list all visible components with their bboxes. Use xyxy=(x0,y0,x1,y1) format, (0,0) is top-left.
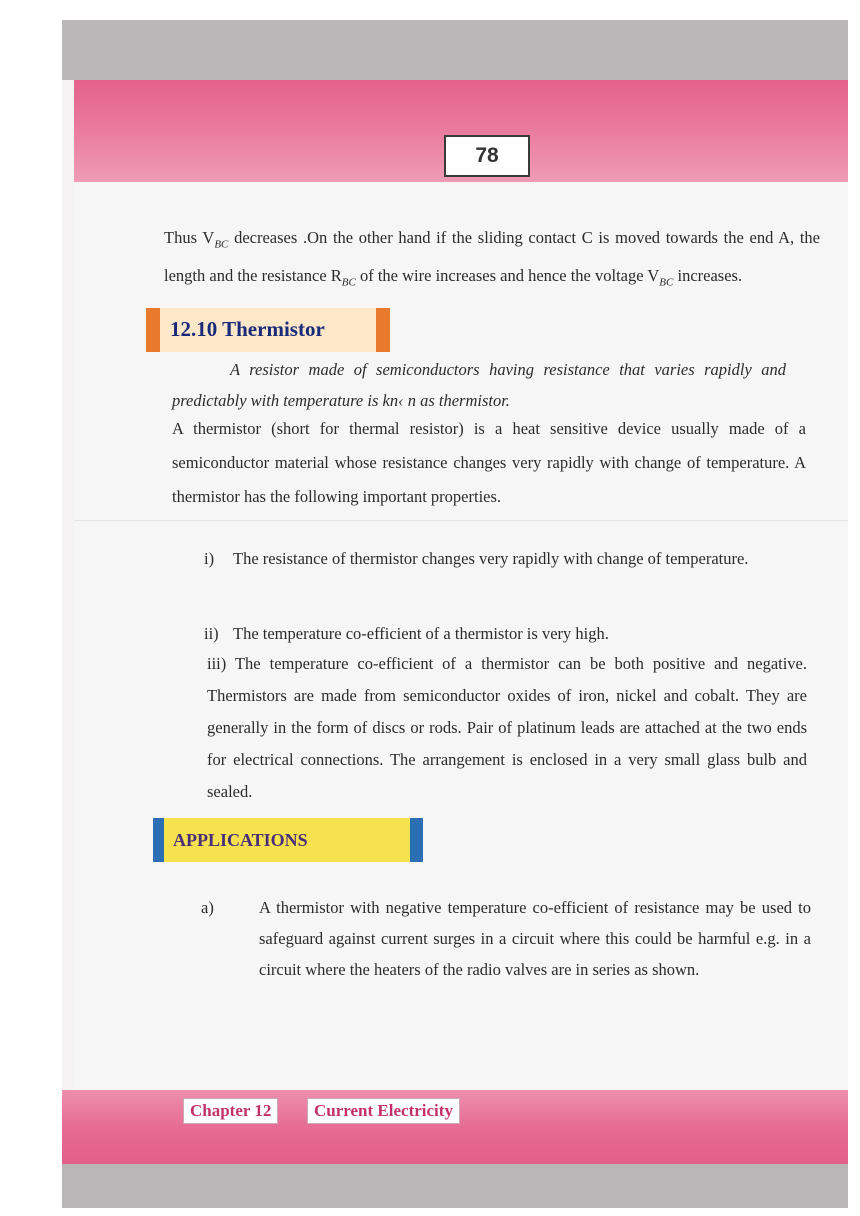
intro-text-2: decreases .On the other hand if the sliding contact C is moved towards the end A, the length and the resistance R xyxy=(164,228,820,286)
intro-text-3: of the wire increases and hence the voltage V xyxy=(355,266,660,286)
property-2-marker: ii) xyxy=(204,624,219,643)
intro-sub-1: BC xyxy=(214,238,229,251)
intro-paragraph xyxy=(164,222,820,299)
intro-text-4: increases. xyxy=(673,266,743,286)
applications-heading-bar xyxy=(153,818,423,862)
heading-accent-right xyxy=(376,308,390,352)
apps-accent-left xyxy=(153,818,164,862)
thermistor-heading-bar xyxy=(146,308,390,352)
footer-chapter-title: Current Electricity xyxy=(307,1098,460,1124)
footer-chapter-label: Chapter 12 xyxy=(183,1098,278,1124)
property-2-text: The temperature co-efficient of a thermistor is very high. xyxy=(233,624,609,643)
property-3-marker: iii) xyxy=(207,654,227,673)
property-1-text: The resistance of thermistor changes very rapidly with change of temperature. xyxy=(233,549,749,568)
property-1-marker: i) xyxy=(204,549,215,568)
section-heading-applications: APPLICATIONS xyxy=(173,830,308,850)
page-number: 78 xyxy=(444,135,530,177)
section-heading-thermistor: 12.10 Thermistor xyxy=(170,317,325,341)
intro-text-1: Thus V xyxy=(164,228,215,247)
apps-accent-right xyxy=(410,818,423,862)
bottom-scan-margin xyxy=(62,1164,848,1208)
intro-sub-2: BC xyxy=(341,276,356,289)
divider-line xyxy=(74,520,848,521)
heading-accent-left xyxy=(146,308,160,352)
property-3-text xyxy=(207,648,807,808)
thermistor-body: A thermistor (short for thermal resistor) is a heat sensitive device usually made of a semiconductor material whose resistance changes very rapidly with change of temperature. A thermistor has the following important properties. xyxy=(172,419,806,506)
intro-sub-3: BC xyxy=(659,276,674,289)
property-3-body: The temperature co-efficient of a thermistor can be both positive and negative. Thermistors are made from semiconductor oxides of iron, nickel and cobalt. They are generally in the form of discs or rods. Pair of platinum leads are attached at the two ends for electrical connections. The arrangement is enclosed in a very small glass bulb and sealed. xyxy=(207,654,808,801)
top-scan-margin xyxy=(62,20,848,80)
application-a-text: A thermistor with negative temperature co-efficient of resistance may be used to safeguard against current surges in a circuit where this could be harmful e.g. in a circuit where the heaters of the radio valves are in series as shown. xyxy=(259,898,811,979)
thermistor-definition: A resistor made of semiconductors having resistance that varies rapidly and predictably with temperature is kn‹ n as thermistor. xyxy=(172,360,786,410)
application-a-marker: a) xyxy=(201,898,214,917)
